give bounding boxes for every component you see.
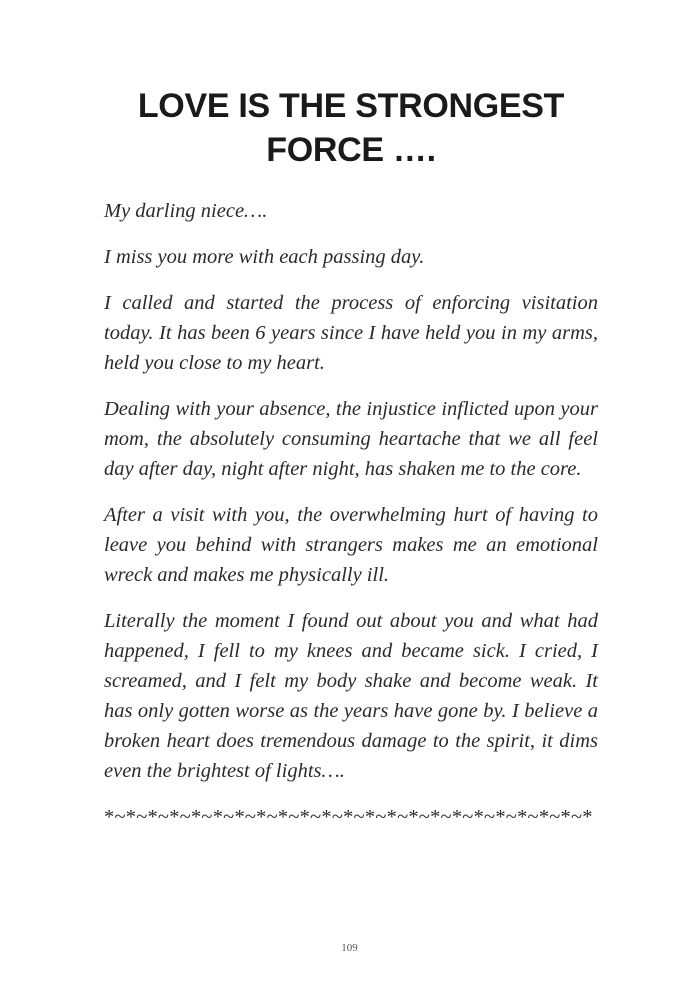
letter-body bbox=[104, 196, 598, 848]
chapter-title-line-1: LOVE IS THE STRONGEST bbox=[137, 87, 565, 125]
salutation-paragraph: My darling niece…. bbox=[104, 200, 268, 222]
body-paragraph: I miss you more with each passing day. bbox=[104, 246, 425, 268]
page-number: 109 bbox=[341, 942, 358, 954]
section-divider: *~*~*~*~*~*~*~*~*~*~*~*~*~*~*~*~*~*~*~*~*~*~* bbox=[104, 806, 593, 828]
chapter-title-line-2: FORCE …. bbox=[266, 131, 436, 169]
body-paragraph: Dealing with your absence, the injustice inflicted upon your mom, the absolutely consuming heartache that we all feel day after day, night after night, has shaken me to the core. bbox=[104, 398, 598, 480]
body-paragraph: After a visit with you, the overwhelming hurt of having to leave you behind with strangers makes me an emotional wreck and makes me physically ill. bbox=[104, 504, 598, 586]
chapter-title bbox=[104, 84, 598, 172]
body-paragraph: I called and started the process of enforcing visitation today. It has been 6 years since I have held you in my arms, held you close to my heart. bbox=[104, 292, 598, 374]
body-paragraph: Literally the moment I found out about you and what had happened, I fell to my knees and became sick. I cried, I screamed, and I felt my body shake and become weak. It has only gotten worse as the years have gone by. I believe a broken heart does tremendous damage to the spirit, it dims even the brightest of lights…. bbox=[104, 610, 598, 782]
